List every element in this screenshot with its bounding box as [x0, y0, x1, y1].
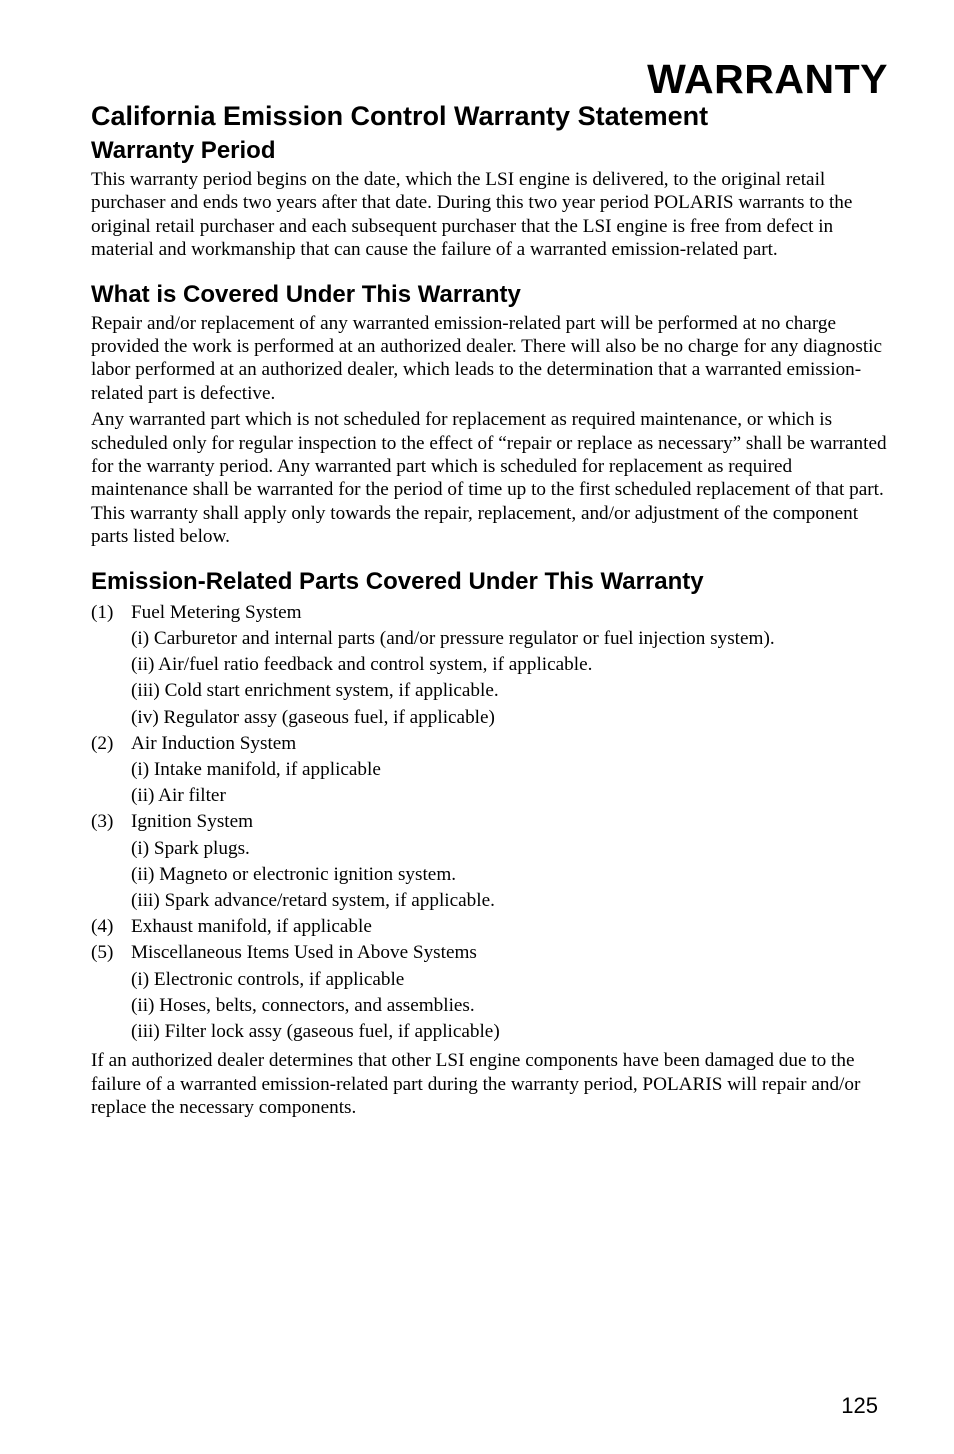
list-item-label: Exhaust manifold, if applicable	[131, 916, 372, 938]
parts-list-subitem: (iii) Spark advance/retard system, if applicable.	[131, 889, 495, 911]
parts-list-item	[91, 731, 887, 757]
covered-heading: What is Covered Under This Warranty	[91, 280, 521, 308]
parts-list-item	[91, 914, 887, 940]
warranty-period-heading: Warranty Period	[91, 137, 276, 164]
section-title: California Emission Control Warranty Statement	[91, 101, 709, 131]
document-body	[91, 100, 887, 1119]
list-item-label: Ignition System	[131, 811, 254, 833]
covered-paragraph: Any warranted part which is not scheduled for replacement as required maintenance, or which is scheduled only for regular inspection to the effect of “repair or replace as necessary” shall be warranted for the warranty period. Any warranted part which is scheduled for replacement as required maintenance shall be warranted for the period of time up to the first scheduled replacement of that part. This warranty shall apply only towards the repair, replacement, and/or adjustment of the component parts listed below.	[91, 409, 887, 548]
parts-list-subitem: (ii) Hoses, belts, connectors, and assemblies.	[131, 994, 475, 1016]
parts-list-subitem: (iii) Cold start enrichment system, if applicable.	[131, 680, 499, 702]
covered-paragraph: Repair and/or replacement of any warranted emission-related part will be performed at no charge provided the work is performed at an authorized dealer. There will also be no charge for any diagnostic labor performed at an authorized dealer, which leads to the determination that a warranted emission-related part is defective.	[91, 312, 883, 404]
closing-paragraph: If an authorized dealer determines that other LSI engine components have been damaged due to the failure of a warranted emission-related part during the warranty period, POLARIS will repair and/or replace the necessary components.	[91, 1050, 861, 1118]
parts-list-subitem: (iv) Regulator assy (gaseous fuel, if applicable)	[131, 706, 495, 728]
parts-list-subitem: (ii) Magneto or electronic ignition system.	[131, 863, 457, 885]
list-item-number: (4)	[91, 916, 114, 938]
list-item-number: (1)	[91, 601, 114, 623]
parts-list-subitem: (i) Intake manifold, if applicable	[131, 758, 381, 780]
list-item-number: (5)	[91, 942, 114, 964]
parts-list-subitem: (i) Carburetor and internal parts (and/or pressure regulator or fuel injection system).	[131, 627, 775, 649]
warranty-period-text: This warranty period begins on the date, which the LSI engine is delivered, to the original retail purchaser and ends two years after that date. During this two year period POLARIS warrants to the original retail purchaser and each subsequent purchaser that the LSI engine is free from defect in material and workmanship that can cause the failure of a warranted emission-related part.	[91, 169, 853, 261]
parts-list-item	[91, 940, 887, 966]
parts-list	[91, 600, 887, 1045]
parts-list-subitem: (iii) Filter lock assy (gaseous fuel, if applicable)	[131, 1020, 500, 1042]
list-item-number: (3)	[91, 811, 114, 833]
parts-list-item	[91, 809, 887, 835]
parts-list-subitem: (i) Electronic controls, if applicable	[131, 968, 405, 990]
parts-list-item	[91, 600, 887, 626]
list-item-label: Air Induction System	[131, 732, 297, 754]
page-title: WARRANTY	[647, 56, 888, 102]
parts-list-subitem: (i) Spark plugs.	[131, 837, 250, 859]
list-item-label: Fuel Metering System	[131, 601, 302, 623]
list-item-label: Miscellaneous Items Used in Above Systems	[131, 942, 477, 964]
parts-list-subitem: (ii) Air/fuel ratio feedback and control system, if applicable.	[131, 654, 593, 676]
page-number: 125	[841, 1393, 878, 1418]
parts-list-subitem: (ii) Air filter	[131, 785, 226, 807]
parts-heading: Emission-Related Parts Covered Under This Warranty	[91, 567, 704, 595]
list-item-number: (2)	[91, 732, 114, 754]
